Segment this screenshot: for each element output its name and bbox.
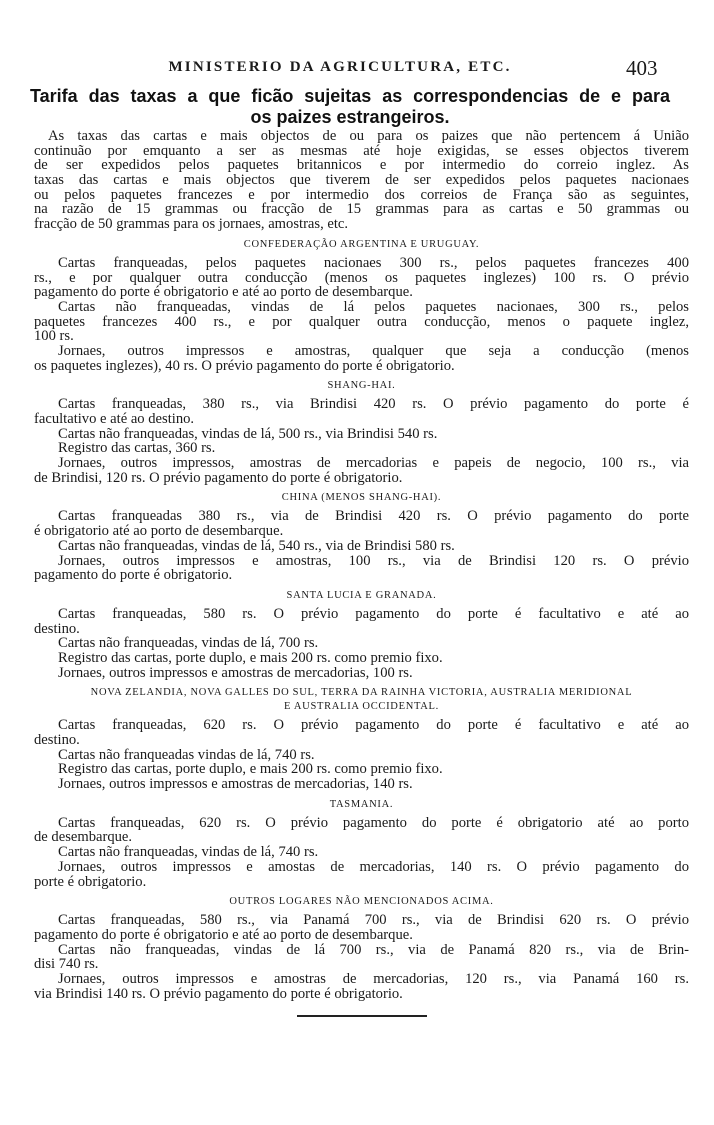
section-heading-line: E AUSTRALIA OCCIDENTAL. bbox=[284, 701, 439, 713]
section-heading-line: TASMANIA. bbox=[329, 798, 394, 810]
paragraph bbox=[34, 972, 689, 1001]
running-title: MINISTERIO DA AGRICULTURA, ETC. bbox=[168, 59, 512, 75]
text-line: é obrigatorio até ao porto de desembarque. bbox=[34, 523, 284, 540]
section-heading-line: OUTROS LOGARES NÃO MENCIONADOS ACIMA. bbox=[229, 896, 494, 908]
tariff-section bbox=[34, 238, 689, 374]
paragraph bbox=[34, 554, 689, 583]
text-line: Cartas franqueadas 380 rs., via de Brindisi 420 rs. O prévio pagamento do porte bbox=[58, 508, 689, 525]
text-line: pagamento do porte é obrigatorio. bbox=[34, 567, 233, 584]
paragraph bbox=[34, 300, 689, 344]
section-heading bbox=[34, 589, 689, 603]
paragraph bbox=[34, 129, 689, 232]
text-line: Jornaes, outros impressos, amostras de mercadorias e papeis de negocio, 100 rs., via bbox=[58, 455, 689, 472]
text-line: pagamento do porte é obrigatorio e até ao porto de desembarque. bbox=[34, 284, 413, 301]
section-heading bbox=[34, 238, 689, 252]
intro-paragraph bbox=[34, 129, 689, 232]
paragraph bbox=[34, 509, 689, 538]
text-line: na razão de 15 grammas ou fracção de 15 grammas para as cartas e 50 grammas ou bbox=[34, 201, 689, 218]
text-line: ou pelos paquetes francezes e por intermedio dos correios de França são as seguintes, bbox=[34, 186, 689, 203]
paragraph bbox=[34, 344, 689, 373]
section-heading-line: CHINA (MENOS SHANG-HAI). bbox=[281, 492, 442, 504]
tariff-section bbox=[34, 589, 689, 680]
paragraph bbox=[34, 845, 689, 860]
tariff-section bbox=[34, 798, 689, 889]
text-line: destino. bbox=[34, 620, 80, 637]
text-line: continuão por emquanto a ser as mesmas até hoje exigidas, se esses objectos tiverem bbox=[34, 142, 689, 159]
section-heading-line: SANTA LUCIA E GRANADA. bbox=[286, 589, 437, 601]
text-line: Jornaes, outros impressos e amostras de mercadorias, 100 rs. bbox=[58, 664, 413, 681]
section-heading-line: NOVA ZELANDIA, NOVA GALLES DO SUL, TERRA DA RAINHA VICTORIA, AUSTRALIA MERIDIONAL bbox=[90, 687, 633, 699]
section-heading bbox=[34, 491, 689, 505]
tariff-section bbox=[34, 895, 689, 1001]
title-line: os paizes estrangeiros. bbox=[250, 107, 450, 127]
tariff-sections bbox=[34, 238, 689, 1002]
text-line: Registro das cartas, porte duplo, e mais 200 rs. como premio fixo. bbox=[58, 649, 443, 666]
paragraph bbox=[34, 427, 689, 442]
paragraph bbox=[34, 762, 689, 777]
text-line: Cartas não franqueadas vindas de lá, 740 rs. bbox=[58, 746, 315, 763]
text-line: Jornaes, outros impressos e amostras, 100 rs., via de Brindisi 120 rs. O prévio bbox=[58, 552, 689, 569]
text-line: facultativo e até ao destino. bbox=[34, 411, 195, 427]
paragraph bbox=[34, 256, 689, 300]
paragraph bbox=[34, 913, 689, 942]
paragraph bbox=[34, 441, 689, 456]
paragraph bbox=[34, 607, 689, 636]
paragraph bbox=[34, 718, 689, 747]
text-line: As taxas das cartas e mais objectos de ou para os paizes que não pertencem á União bbox=[48, 128, 689, 144]
tariff-section bbox=[34, 491, 689, 582]
section-heading-line: CONFEDERAÇÃO ARGENTINA E URUGUAY. bbox=[243, 238, 480, 250]
text-line: Jornaes, outros impressos e amostras de mercadorias, 140 rs. bbox=[58, 776, 413, 793]
paragraph bbox=[34, 860, 689, 889]
text-line: Cartas franqueadas, 620 rs. O prévio pagamento do porte é facultativo e até ao bbox=[58, 717, 689, 734]
tariff-section bbox=[34, 686, 689, 791]
section-heading bbox=[34, 686, 689, 714]
paragraph bbox=[34, 651, 689, 666]
paragraph bbox=[34, 816, 689, 845]
document-title bbox=[30, 86, 670, 128]
text-line: paquetes francezes 400 rs., e por qualquer outra conducção, menos o paquete inglez, bbox=[34, 313, 689, 330]
section-heading-line: SHANG-HAI. bbox=[327, 380, 396, 392]
text-line: Registro das cartas, 360 rs. bbox=[58, 440, 216, 457]
text-line: via Brindisi 140 rs. O prévio pagamento do porte é obrigatorio. bbox=[34, 985, 403, 1002]
section-heading bbox=[34, 895, 689, 909]
text-line: 100 rs. bbox=[34, 328, 74, 345]
paragraph bbox=[34, 456, 689, 485]
text-line: destino. bbox=[34, 732, 80, 748]
text-line: Jornaes, outros impressos e amostras de mercadorias, 120 rs., via Panamá 160 rs. bbox=[58, 970, 689, 987]
text-line: porte é obrigatorio. bbox=[34, 873, 147, 890]
text-line: de desembarque. bbox=[34, 829, 133, 846]
text-line: rs., e por qualquer outra conducção (menos os paquetes inglezes) 100 rs. O prévio bbox=[34, 269, 689, 286]
text-line: taxas das cartas e mais objectos que tiverem de ser expedidos pelos paquetes nacionaes bbox=[34, 172, 689, 189]
paragraph bbox=[34, 777, 689, 792]
text-line: Cartas não franqueadas, vindas de lá pelos paquetes nacionaes, 300 rs., pelos bbox=[58, 298, 689, 315]
text-line: Cartas franqueadas, pelos paquetes nacionaes 300 rs., pelos paquetes francezes 400 bbox=[58, 254, 689, 271]
title-line: Tarifa das taxas a que ficão sujeitas as correspondencias de e para bbox=[30, 86, 670, 106]
text-line: os paquetes inglezes), 40 rs. O prévio pagamento do porte é obrigatorio. bbox=[34, 357, 455, 374]
text-line: Cartas franqueadas, 580 rs., via Panamá 700 rs., via de Brindisi 620 rs. O prévio bbox=[58, 912, 689, 929]
text-line: de ser expedidos pelos paquetes britannicos e por intermedio do correio inglez. As bbox=[34, 157, 689, 174]
paragraph bbox=[34, 636, 689, 651]
text-line: Cartas franqueadas, 620 rs. O prévio pagamento do porte é obrigatorio até ao porto bbox=[58, 814, 689, 831]
running-head bbox=[0, 56, 714, 80]
paragraph bbox=[34, 666, 689, 681]
text-line: Cartas não franqueadas, vindas de lá, 500 rs., via Brindisi 540 rs. bbox=[58, 425, 438, 442]
section-heading bbox=[34, 379, 689, 393]
document-body bbox=[34, 129, 689, 1017]
text-line: Cartas não franqueadas, vindas de lá 700 rs., via de Panamá 820 rs., via de Brin- bbox=[58, 941, 689, 958]
closing-rule bbox=[297, 1015, 427, 1017]
text-line: disi 740 rs. bbox=[34, 956, 99, 973]
tariff-section bbox=[34, 379, 689, 485]
paragraph bbox=[34, 539, 689, 554]
text-line: fracção de 50 grammas para os jornaes, amostras, etc. bbox=[34, 216, 349, 233]
text-line: Jornaes, outros impressos e amostras, qualquer que seja a conducção (menos bbox=[58, 342, 689, 359]
text-line: Cartas não franqueadas, vindas de lá, 700 rs. bbox=[58, 635, 319, 652]
text-line: Cartas franqueadas, 580 rs. O prévio pagamento do porte é facultativo e até ao bbox=[58, 605, 689, 622]
text-line: Cartas não franqueadas, vindas de lá, 540 rs., via de Brindisi 580 rs. bbox=[58, 537, 455, 554]
section-heading bbox=[34, 798, 689, 812]
page-number: 403 bbox=[626, 56, 658, 80]
paragraph bbox=[34, 397, 689, 426]
paragraph bbox=[34, 748, 689, 763]
text-line: Cartas não franqueadas, vindas de lá, 740 rs. bbox=[58, 844, 319, 861]
text-line: pagamento do porte é obrigatorio e até ao porto de desembarque. bbox=[34, 926, 413, 943]
text-line: Registro das cartas, porte duplo, e mais 200 rs. como premio fixo. bbox=[58, 761, 443, 778]
paragraph bbox=[34, 943, 689, 972]
text-line: Cartas franqueadas, 380 rs., via Brindisi 420 rs. O prévio pagamento do porte é bbox=[58, 396, 689, 413]
text-line: Jornaes, outros impressos e amostas de mercadorias, 140 rs. O prévio pagamento do bbox=[58, 858, 689, 875]
text-line: de Brindisi, 120 rs. O prévio pagamento do porte é obrigatorio. bbox=[34, 469, 403, 486]
